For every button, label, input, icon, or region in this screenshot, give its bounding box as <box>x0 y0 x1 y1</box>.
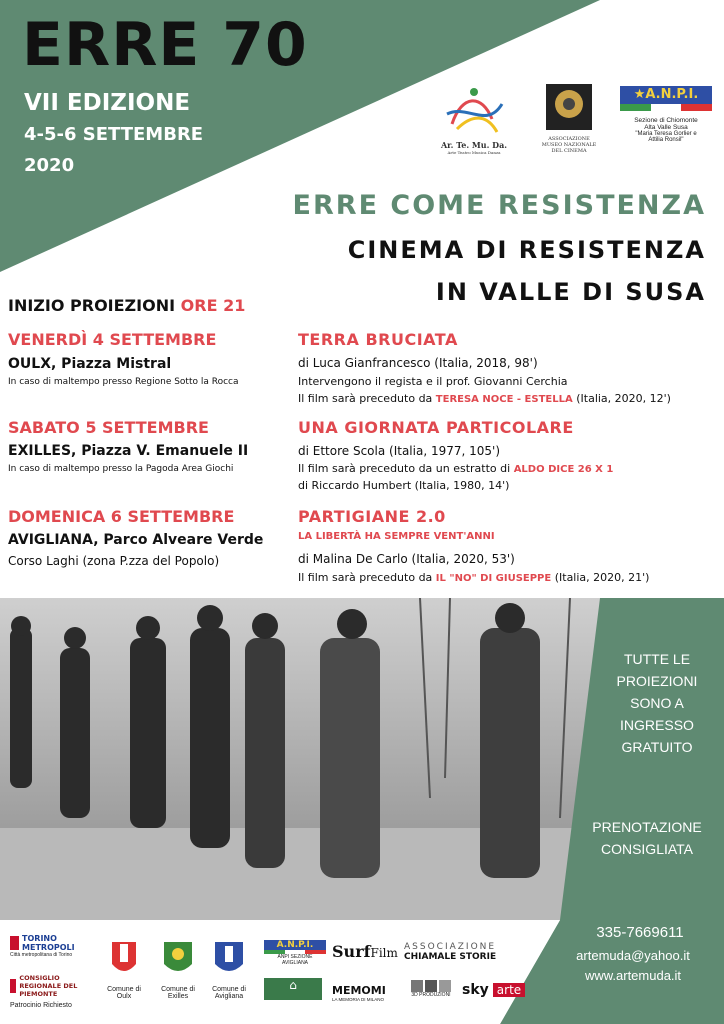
memomi-logo: MEMOMI LA MEMORIA DI MILANO <box>332 984 386 1002</box>
film-credit: di Ettore Scola (Italia, 1977, 105') <box>298 444 501 458</box>
surffilm-logo: SurfFilm <box>332 942 398 961</box>
star-icon: ★ <box>633 87 646 102</box>
artemuda-logo <box>432 84 516 156</box>
oulx-crest-icon <box>104 934 144 982</box>
start-hour: ORE 21 <box>180 296 246 315</box>
dates-label: 4-5-6 SETTEMBRE <box>24 124 204 145</box>
museo-emblem-icon <box>534 80 604 132</box>
museo-line1: ASSOCIAZIONE <box>548 136 590 142</box>
anpi-line1: Sezione di Chiomonte <box>634 117 698 124</box>
museo-line3: DEL CINEMA <box>551 148 587 154</box>
start-label: INIZIO PROIEZIONI <box>8 296 176 315</box>
green-building-logo <box>264 978 322 1000</box>
sky-arte-logo: sky arte <box>462 982 532 998</box>
anpi-flag-stripe <box>620 104 712 111</box>
film-title: UNA GIORNATA PARTICOLARE <box>298 418 574 437</box>
film-title: PARTIGIANE 2.0 <box>298 507 446 526</box>
day-note: In caso di maltempo presso la Pagoda Area Giochi <box>8 464 234 474</box>
artemuda-logo-icon <box>432 84 516 136</box>
torino-shield-icon <box>10 936 19 950</box>
day-place: AVIGLIANA, Parco Alveare Verde <box>8 532 264 548</box>
film-info: di Riccardo Humbert (Italia, 1980, 14') <box>298 479 510 492</box>
anpi-logo <box>620 86 712 166</box>
booking-text: PRENOTAZIONE CONSIGLIATA <box>592 819 702 857</box>
film-credit: di Malina De Carlo (Italia, 2020, 53') <box>298 552 515 566</box>
film-credit: di Luca Gianfrancesco (Italia, 2018, 98') <box>298 356 538 370</box>
anpi-line4: Attilia Ronsil" <box>648 137 684 143</box>
headline-line2: IN VALLE DI SUSA <box>435 278 706 306</box>
day-place: EXILLES, Piazza V. Emanuele II <box>8 443 249 459</box>
day-note: Corso Laghi (zona P.zza del Popolo) <box>8 554 220 568</box>
consiglio-logo: CONSIGLIO REGIONALE DEL PIEMONTE Patrocinio Richiesto <box>10 974 78 1009</box>
start-time <box>8 296 245 315</box>
chiamale-storie-logo: ASSOCIAZIONE CHIAMALE STORIE <box>404 942 497 962</box>
year-label: 2020 <box>24 155 75 176</box>
day-heading: VENERDÌ 4 SETTEMBRE <box>8 330 217 349</box>
artemuda-name: Ar. Te. Mu. Da. <box>440 140 508 150</box>
avigliana-crest: Comune di Avigliana <box>206 934 252 1000</box>
torino-logo: TORINO METROPOLI Città metropolitana di Torino <box>10 934 75 958</box>
anpi-line3: "Maria Teresa Gorlier e <box>635 131 697 137</box>
film-title: TERRA BRUCIATA <box>298 330 458 349</box>
film-preceded: Il film sarà preceduto da IL "NO" DI GIUSEPPE (Italia, 2020, 21') <box>298 571 650 584</box>
film-subtitle: LA LIBERTÀ HA SEMPRE VENT'ANNI <box>298 531 495 542</box>
artemuda-sub: Arte Teatro Musica Danza <box>447 150 501 155</box>
free-entry-text: TUTTE LE PROIEZIONI SONO A INGRESSO GRATUITO <box>616 651 698 755</box>
museo-logo <box>534 80 604 165</box>
building-icon: ⌂ <box>289 978 297 992</box>
exilles-crest: Comune di Exilles <box>156 934 200 1000</box>
anpi-badge <box>620 86 712 104</box>
film-preceded: Il film sarà preceduto da TERESA NOCE - ESTELLA (Italia, 2020, 12') <box>298 392 671 405</box>
day-note: In caso di maltempo presso Regione Sotto la Rocca <box>8 377 239 387</box>
3d-produzioni-logo: 3D PRODUZIONI <box>406 980 456 998</box>
event-title: ERRE 70 <box>22 10 308 80</box>
website-link[interactable]: www.artemuda.it <box>584 968 682 983</box>
theme-title: ERRE COME RESISTENZA <box>292 190 706 221</box>
avigliana-crest-icon <box>206 934 252 982</box>
film-preceded: Il film sarà preceduto da un estratto di ALDO DICE 26 X 1 <box>298 462 614 475</box>
day-place: OULX, Piazza Mistral <box>8 356 172 372</box>
piemonte-flag-icon <box>10 979 16 993</box>
headline-line1: CINEMA DI RESISTENZA <box>347 236 706 264</box>
anpi-badge-text: A.N.P.I. <box>645 87 699 102</box>
film-info: Intervengono il regista e il prof. Giovanni Cerchia <box>298 375 568 388</box>
exilles-crest-icon <box>156 934 200 982</box>
day-heading: DOMENICA 6 SETTEMBRE <box>8 507 235 526</box>
museo-line2: MUSEO NAZIONALE <box>541 142 597 148</box>
email-link[interactable]: artemuda@yahoo.it <box>576 948 690 963</box>
edition-label: VII EDIZIONE <box>24 90 191 116</box>
day-heading: SABATO 5 SETTEMBRE <box>8 418 209 437</box>
oulx-crest: Comune di Oulx <box>104 934 144 1000</box>
anpi-line2: Alta Valle Susa <box>644 124 688 131</box>
3d-cubes-icon <box>406 980 456 992</box>
anpi-avigliana-logo: A.N.P.I. ANPI SEZIONE AVIGLIANA <box>264 940 326 966</box>
phone-number[interactable]: 335-7669611 <box>596 924 684 941</box>
